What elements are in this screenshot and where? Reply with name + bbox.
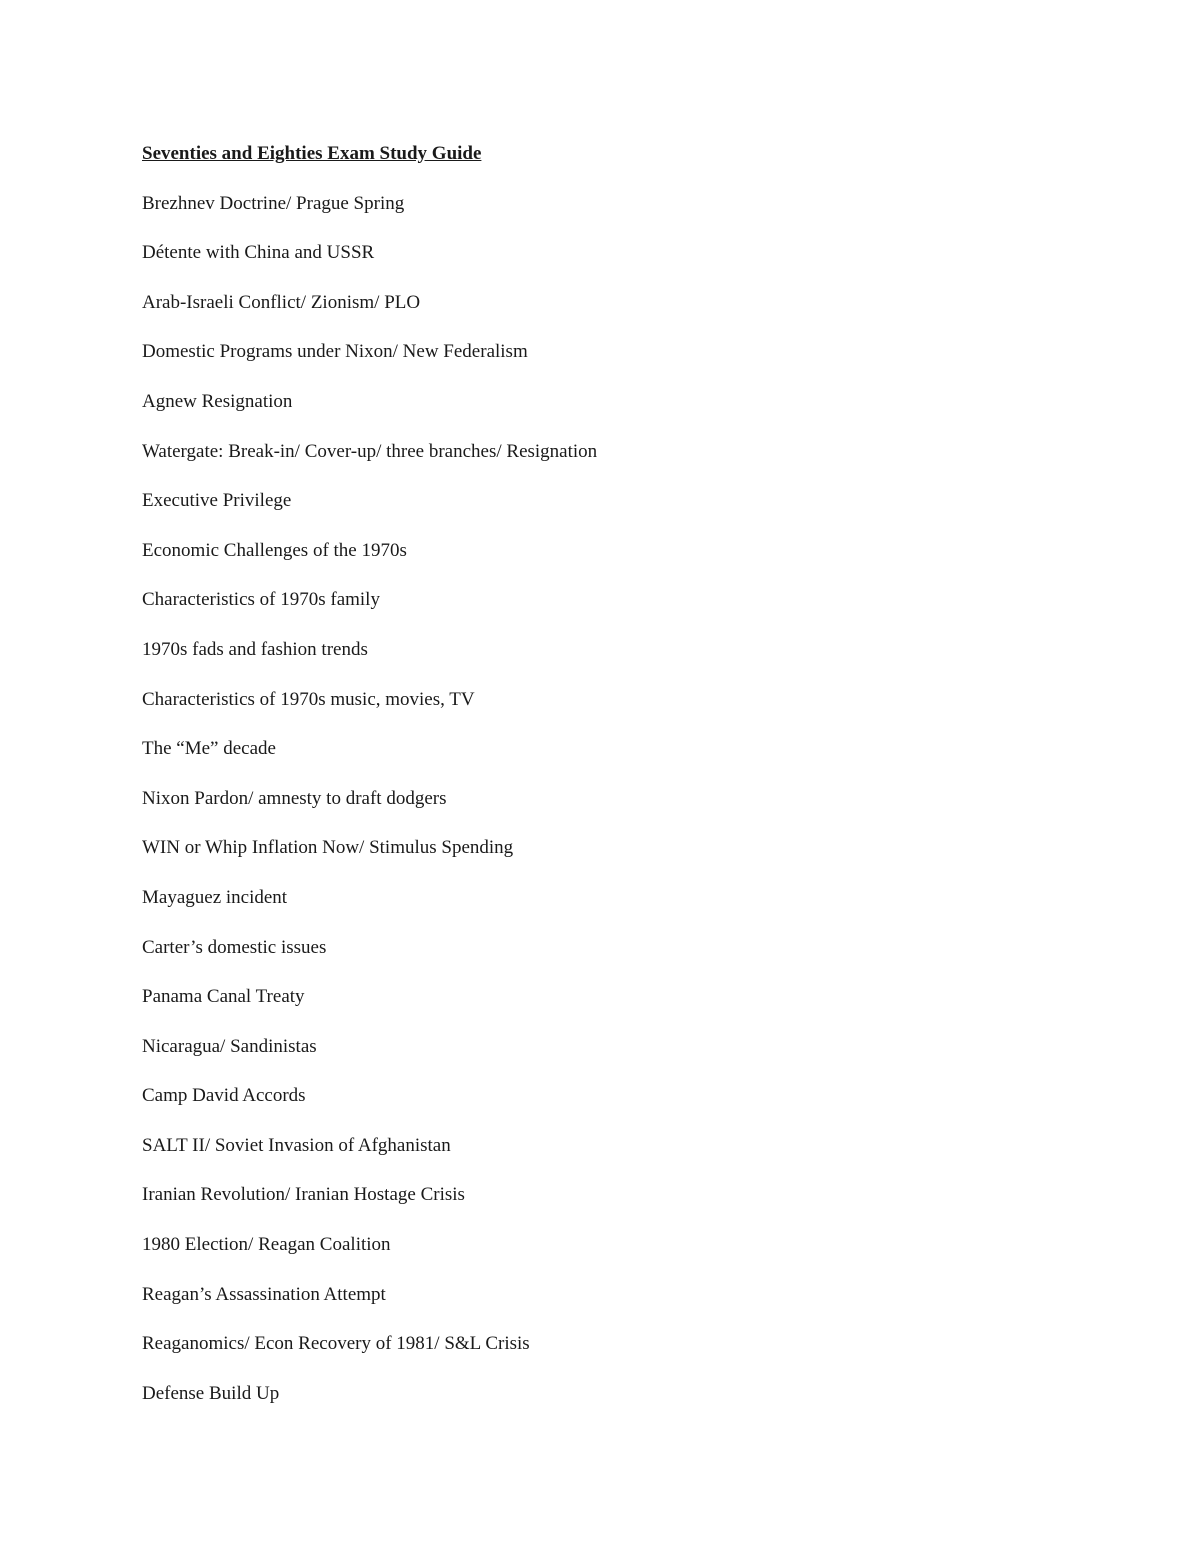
topic-item: Watergate: Break-in/ Cover-up/ three branches/ Resignation: [142, 440, 598, 462]
topic-item: Camp David Accords: [142, 1085, 306, 1107]
topic-item: Reaganomics/ Econ Recovery of 1981/ S&L Crisis: [142, 1333, 530, 1355]
topic-item: Characteristics of 1970s family: [142, 589, 380, 611]
topic-item: Defense Build Up: [142, 1382, 280, 1404]
topic-item: Executive Privilege: [142, 490, 292, 512]
topic-item: The “Me” decade: [142, 738, 276, 760]
topic-item: Carter’s domestic issues: [142, 936, 327, 958]
topic-list: [142, 190, 1042, 1408]
document-title: Seventies and Eighties Exam Study Guide: [142, 143, 482, 164]
topic-item: Brezhnev Doctrine/ Prague Spring: [142, 192, 405, 214]
topic-item: Arab-Israeli Conflict/ Zionism/ PLO: [142, 291, 421, 313]
topic-item: Nicaragua/ Sandinistas: [142, 1035, 317, 1057]
document-body: [142, 140, 1042, 1429]
topic-item: Economic Challenges of the 1970s: [142, 539, 407, 561]
topic-item: WIN or Whip Inflation Now/ Stimulus Spending: [142, 837, 514, 859]
topic-item: 1970s fads and fashion trends: [142, 638, 368, 660]
topic-item: 1980 Election/ Reagan Coalition: [142, 1234, 391, 1256]
topic-item: Characteristics of 1970s music, movies, TV: [142, 688, 475, 710]
topic-item: SALT II/ Soviet Invasion of Afghanistan: [142, 1134, 451, 1156]
topic-item: Détente with China and USSR: [142, 242, 375, 264]
topic-item: Mayaguez incident: [142, 886, 288, 908]
topic-item: Iranian Revolution/ Iranian Hostage Crisis: [142, 1184, 465, 1206]
topic-item: Agnew Resignation: [142, 390, 293, 412]
topic-item: Reagan’s Assassination Attempt: [142, 1283, 386, 1305]
topic-item: Nixon Pardon/ amnesty to draft dodgers: [142, 787, 447, 809]
topic-item: Panama Canal Treaty: [142, 986, 305, 1008]
topic-item: Domestic Programs under Nixon/ New Federalism: [142, 341, 528, 363]
